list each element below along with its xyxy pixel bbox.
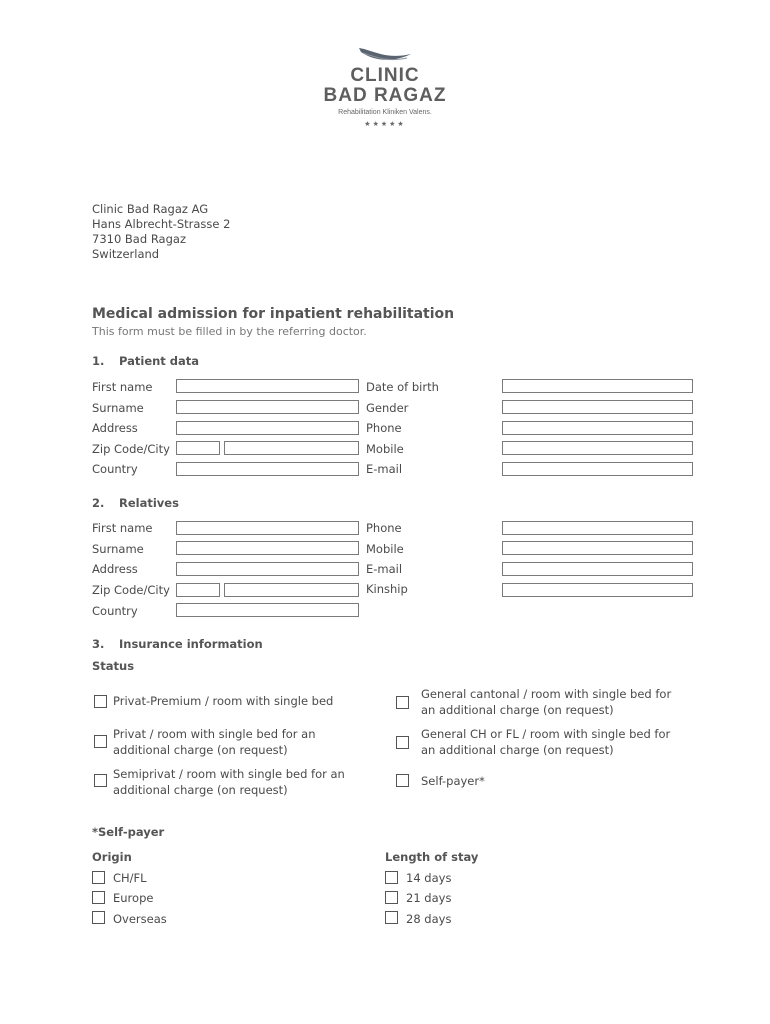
origin-overseas-label: Overseas	[113, 912, 167, 926]
option-line: Semiprivat / room with single bed for an	[113, 767, 345, 781]
section-relatives-heading	[92, 496, 179, 510]
stay-21-days-checkbox[interactable]	[385, 891, 398, 904]
semiprivat-checkbox[interactable]	[94, 774, 107, 787]
section-number: 2.	[92, 496, 105, 510]
relative-address-label: Address	[92, 562, 138, 576]
patient-phone-field[interactable]	[502, 421, 693, 435]
logo-stars: ★★★★★	[364, 120, 406, 128]
relative-country-label: Country	[92, 604, 138, 618]
general-cantonal-checkbox[interactable]	[396, 696, 409, 709]
patient-city-field[interactable]	[224, 441, 359, 455]
relative-phone-field[interactable]	[502, 521, 693, 535]
section-insurance-heading	[92, 637, 263, 651]
patient-first-name-label: First name	[92, 380, 153, 394]
section-patient-heading	[92, 354, 199, 368]
origin-europe-label: Europe	[113, 891, 154, 905]
logo-tagline: Rehabilitation Kliniken Valens.	[338, 109, 432, 116]
address-line: Hans Albrecht-Strasse 2	[92, 217, 231, 231]
address-line: 7310 Bad Ragaz	[92, 232, 186, 246]
patient-address-label: Address	[92, 421, 138, 435]
option-line: General CH or FL / room with single bed for	[421, 727, 671, 741]
option-line: General cantonal / room with single bed for	[421, 687, 672, 701]
patient-gender-field[interactable]	[502, 400, 693, 414]
general-ch-fl-checkbox[interactable]	[396, 736, 409, 749]
patient-zip-field[interactable]	[176, 441, 220, 455]
form-title: Medical admission for inpatient rehabilitation	[92, 306, 455, 322]
relative-surname-field[interactable]	[176, 541, 359, 555]
section-number: 3.	[92, 637, 105, 651]
option-line: additional charge (on request)	[113, 783, 288, 797]
stay-14-days-label: 14 days	[406, 871, 452, 885]
origin-label: Origin	[92, 850, 132, 864]
section-title: Relatives	[119, 496, 179, 510]
patient-zip-city-label: Zip Code/City	[92, 442, 170, 456]
clinic-address	[92, 202, 230, 262]
relative-zip-field[interactable]	[176, 583, 220, 597]
logo-line2: BAD RAGAZ	[323, 85, 447, 106]
stay-21-days-label: 21 days	[406, 891, 452, 905]
privat-premium-checkbox[interactable]	[94, 695, 107, 708]
length-of-stay-label: Length of stay	[385, 850, 479, 864]
section-title: Patient data	[119, 354, 200, 368]
patient-phone-label: Phone	[366, 421, 402, 435]
relative-kinship-field[interactable]	[502, 583, 693, 597]
patient-address-field[interactable]	[176, 421, 359, 435]
patient-surname-field[interactable]	[176, 400, 359, 414]
option-line: an additional charge (on request)	[421, 703, 614, 717]
option-line: additional charge (on request)	[113, 743, 288, 757]
patient-country-label: Country	[92, 462, 138, 476]
relative-mobile-field[interactable]	[502, 541, 693, 555]
self-payer-heading: *Self-payer	[92, 825, 165, 839]
origin-ch-fl-label: CH/FL	[113, 871, 147, 885]
patient-email-field[interactable]	[502, 462, 693, 476]
option-line: Self-payer*	[421, 774, 485, 788]
section-number: 1.	[92, 354, 105, 368]
origin-ch-fl-checkbox[interactable]	[92, 871, 105, 884]
self-payer-checkbox[interactable]	[396, 774, 409, 787]
origin-europe-checkbox[interactable]	[92, 891, 105, 904]
general-ch-fl-label	[421, 726, 670, 758]
patient-mobile-label: Mobile	[366, 442, 404, 456]
relative-city-field[interactable]	[224, 583, 359, 597]
relative-address-field[interactable]	[176, 562, 359, 576]
form-subtitle: This form must be filled in by the referring doctor.	[92, 325, 367, 338]
relative-mobile-label: Mobile	[366, 542, 404, 556]
clinic-logo	[300, 44, 470, 144]
patient-surname-label: Surname	[92, 401, 144, 415]
status-label: Status	[92, 659, 135, 673]
relative-country-field[interactable]	[176, 603, 359, 617]
patient-email-label: E-mail	[366, 462, 403, 476]
option-line: an additional charge (on request)	[421, 743, 614, 757]
privat-premium-label	[113, 693, 333, 709]
feather-icon	[355, 44, 415, 66]
address-line: Switzerland	[92, 247, 160, 261]
stay-28-days-label: 28 days	[406, 912, 452, 926]
self-payer-label	[421, 773, 485, 789]
patient-dob-field[interactable]	[502, 379, 693, 393]
option-line: Privat-Premium / room with single bed	[113, 694, 334, 708]
relative-zip-city-label: Zip Code/City	[92, 583, 170, 597]
relative-kinship-label: Kinship	[366, 582, 408, 596]
logo-line1: CLINIC	[350, 65, 420, 86]
patient-country-field[interactable]	[176, 462, 359, 476]
relative-first-name-label: First name	[92, 521, 153, 535]
patient-dob-label: Date of birth	[366, 380, 439, 394]
patient-mobile-field[interactable]	[502, 441, 693, 455]
relative-surname-label: Surname	[92, 542, 144, 556]
privat-label	[113, 726, 316, 758]
patient-first-name-field[interactable]	[176, 379, 359, 393]
option-line: Privat / room with single bed for an	[113, 727, 316, 741]
section-title: Insurance information	[119, 637, 263, 651]
stay-14-days-checkbox[interactable]	[385, 871, 398, 884]
origin-overseas-checkbox[interactable]	[92, 911, 105, 924]
relative-first-name-field[interactable]	[176, 521, 359, 535]
address-line: Clinic Bad Ragaz AG	[92, 202, 209, 216]
patient-gender-label: Gender	[366, 401, 409, 415]
semiprivat-label	[113, 766, 345, 798]
relative-phone-label: Phone	[366, 521, 402, 535]
relative-email-field[interactable]	[502, 562, 693, 576]
privat-checkbox[interactable]	[94, 735, 107, 748]
relative-email-label: E-mail	[366, 562, 403, 576]
general-cantonal-label	[421, 686, 671, 718]
stay-28-days-checkbox[interactable]	[385, 911, 398, 924]
